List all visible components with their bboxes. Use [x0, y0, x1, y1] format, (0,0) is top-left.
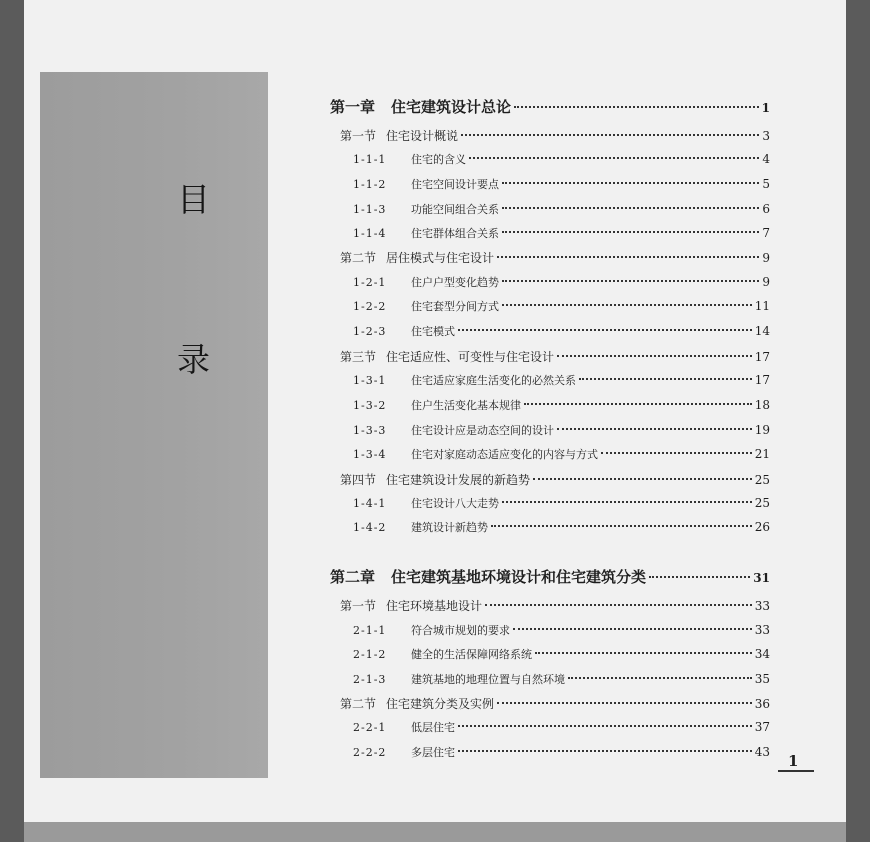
toc-page-number: 4 — [762, 152, 770, 166]
toc-page-number: 25 — [754, 473, 770, 487]
page-number: 1 — [788, 752, 799, 770]
toc-item-label: 1-1-4 — [353, 227, 387, 240]
toc-item-row — [353, 397, 770, 413]
toc-page-number: 18 — [754, 398, 770, 412]
toc-item-label: 1-4-2 — [353, 521, 387, 534]
leader-dots — [601, 452, 752, 454]
toc-item-title: 住户户型变化趋势 — [411, 276, 499, 289]
leader-dots — [513, 628, 752, 630]
toc-section-row — [340, 597, 770, 614]
toc-page-number: 19 — [754, 423, 770, 437]
toc-item-row — [353, 671, 770, 687]
leader-dots — [502, 207, 759, 209]
toc-section-title: 住宅适应性、可变性与住宅设计 — [386, 350, 555, 364]
leader-dots — [469, 157, 759, 159]
toc-item-label: 1-2-3 — [353, 325, 387, 338]
toc-item-row — [353, 446, 770, 462]
leader-dots — [502, 182, 759, 184]
sidebar-title-bottom: 录 — [177, 340, 210, 379]
toc-item-title: 健全的生活保障网络系统 — [411, 648, 532, 661]
leader-dots — [514, 106, 759, 108]
toc-section-title: 住宅设计概说 — [386, 129, 459, 143]
leader-dots — [458, 725, 752, 727]
toc-item-title: 功能空间组合关系 — [411, 203, 499, 216]
toc-section-label: 第三节 — [340, 350, 377, 364]
toc-item-label: 1-3-3 — [353, 424, 387, 437]
toc-section-label: 第二节 — [340, 251, 377, 265]
toc-item-row — [353, 274, 770, 290]
toc-page-number: 17 — [754, 373, 770, 387]
leader-dots — [649, 576, 750, 578]
leader-dots — [568, 677, 752, 679]
toc-item-title: 建筑设计新趋势 — [411, 521, 488, 534]
toc-page-number: 36 — [754, 697, 770, 711]
toc-chapter-row — [330, 96, 770, 117]
toc-chapter-title: 住宅建筑基地环境设计和住宅建筑分类 — [391, 568, 647, 586]
leader-dots — [502, 280, 759, 282]
toc-section-row — [340, 348, 770, 365]
toc-item-title: 住宅套型分间方式 — [411, 300, 499, 313]
leader-dots — [502, 231, 759, 233]
toc-section-label: 第四节 — [340, 473, 377, 487]
toc-item-title: 住宅对家庭动态适应变化的内容与方式 — [411, 448, 598, 461]
leader-dots — [533, 478, 752, 480]
leader-dots — [485, 604, 752, 606]
toc-item-title: 住宅设计应是动态空间的设计 — [411, 424, 554, 437]
toc-page-number: 1 — [761, 101, 770, 115]
leader-dots — [458, 329, 752, 331]
leader-dots — [502, 501, 752, 503]
toc-section-label: 第一节 — [340, 129, 377, 143]
toc-item-label: 1-3-4 — [353, 448, 387, 461]
toc-item-row — [353, 151, 770, 167]
toc-item-label: 2-1-3 — [353, 673, 387, 686]
sidebar-title-top: 目 — [177, 180, 210, 219]
toc-page-number: 25 — [754, 496, 770, 510]
toc-item-row — [353, 298, 770, 314]
toc-section-row — [340, 695, 770, 712]
toc-section-title: 居住模式与住宅设计 — [386, 251, 495, 265]
toc-item-title: 建筑基地的地理位置与自然环境 — [411, 673, 565, 686]
toc-page-number: 34 — [754, 647, 770, 661]
toc-item-row — [353, 744, 770, 760]
toc-page-number: 33 — [754, 599, 770, 613]
toc-item-title: 住宅模式 — [411, 325, 455, 338]
toc-item-row — [353, 422, 770, 438]
toc-item-row — [353, 176, 770, 192]
leader-dots — [461, 134, 759, 136]
toc-item-label: 2-1-1 — [353, 624, 387, 637]
leader-dots — [579, 378, 752, 380]
toc-item-title: 住宅群体组合关系 — [411, 227, 499, 240]
toc-item-row — [353, 719, 770, 735]
toc-page-number: 14 — [754, 324, 770, 338]
toc-item-row — [353, 225, 770, 241]
toc-page-number: 33 — [754, 623, 770, 637]
toc-chapter-title: 住宅建筑设计总论 — [391, 98, 512, 116]
toc-item-label: 2-1-2 — [353, 648, 387, 661]
toc-item-label: 1-1-1 — [353, 153, 387, 166]
toc-item-row — [353, 495, 770, 511]
toc-chapter-row — [330, 566, 770, 587]
toc-chapter-label: 第二章 — [330, 568, 376, 586]
toc-page-number: 17 — [754, 350, 770, 364]
toc-section-label: 第二节 — [340, 697, 377, 711]
toc-section-row — [340, 127, 770, 144]
toc-item-title: 住宅的含义 — [411, 153, 466, 166]
toc-item-row — [353, 646, 770, 662]
toc-page-number: 26 — [754, 520, 770, 534]
toc-page-number: 6 — [762, 202, 770, 216]
toc-item-row — [353, 519, 770, 535]
toc-item-label: 1-3-2 — [353, 399, 387, 412]
leader-dots — [557, 355, 752, 357]
toc-item-title: 多层住宅 — [411, 746, 455, 759]
toc-page-number: 43 — [754, 745, 770, 759]
toc-item-row — [353, 372, 770, 388]
toc-item-label: 1-2-1 — [353, 276, 387, 289]
toc-section-title: 住宅建筑分类及实例 — [386, 697, 495, 711]
toc-page-number: 3 — [762, 129, 770, 143]
toc-item-title: 住户生活变化基本规律 — [411, 399, 521, 412]
toc-page-number: 21 — [754, 447, 770, 461]
toc-item-row — [353, 622, 770, 638]
toc-item-title: 住宅设计八大走势 — [411, 497, 499, 510]
toc-item-label: 2-2-2 — [353, 746, 387, 759]
toc-page-number: 35 — [754, 672, 770, 686]
toc-page-number: 31 — [753, 571, 770, 585]
leader-dots — [535, 652, 752, 654]
toc-chapter-label: 第一章 — [330, 98, 376, 116]
toc-page-number: 5 — [762, 177, 770, 191]
toc-item-label: 1-2-2 — [353, 300, 387, 313]
toc-section-title: 住宅建筑设计发展的新趋势 — [386, 473, 531, 487]
toc-item-label: 2-2-1 — [353, 721, 387, 734]
toc-page-number: 9 — [762, 251, 770, 265]
toc-page-number: 11 — [754, 299, 770, 313]
toc-item-title: 住宅适应家庭生活变化的必然关系 — [411, 374, 576, 387]
leader-dots — [491, 525, 752, 527]
leader-dots — [497, 702, 752, 704]
toc-section-label: 第一节 — [340, 599, 377, 613]
toc-item-title: 符合城市规划的要求 — [411, 624, 510, 637]
leader-dots — [557, 428, 752, 430]
toc-item-label: 1-3-1 — [353, 374, 387, 387]
toc-item-label: 1-4-1 — [353, 497, 387, 510]
toc-item-title: 住宅空间设计要点 — [411, 178, 499, 191]
toc-item-row — [353, 323, 770, 339]
leader-dots — [497, 256, 759, 258]
leader-dots — [524, 403, 752, 405]
leader-dots — [458, 750, 752, 752]
toc-section-row — [340, 471, 770, 488]
toc-item-title: 低层住宅 — [411, 721, 455, 734]
toc-section-row — [340, 249, 770, 266]
toc-section-title: 住宅环境基地设计 — [386, 599, 483, 613]
toc-item-label: 1-1-3 — [353, 203, 387, 216]
page-number-rule — [778, 770, 814, 772]
toc-page-number: 7 — [762, 226, 770, 240]
toc-item-label: 1-1-2 — [353, 178, 387, 191]
toc-page-number: 9 — [762, 275, 770, 289]
toc-item-row — [353, 201, 770, 217]
leader-dots — [502, 304, 752, 306]
toc-page-number: 37 — [754, 720, 770, 734]
